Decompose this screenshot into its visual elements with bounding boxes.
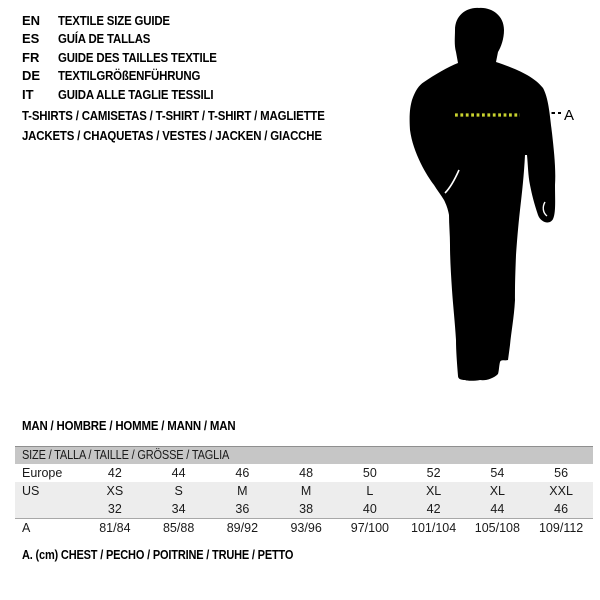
size-cell: XL [466,482,530,500]
size-cell: 38 [274,500,338,519]
size-cell: L [338,482,402,500]
size-cell: 101/104 [402,519,466,538]
row-label: Europe [22,466,63,480]
language-row [22,11,238,30]
language-row [22,48,238,67]
category-line-jackets: JACKETS / CHAQUETAS / VESTES / JACKEN / GIACCHE [22,127,322,143]
man-silhouette [410,8,556,381]
size-cell: 97/100 [338,519,402,538]
section-title-text: MAN / HOMBRE / HOMME / MANN / MAN [22,418,236,433]
size-cell: 81/84 [83,519,147,538]
footnote-chest [22,548,330,562]
category-line-tshirts: T-SHIRTS / CAMISETAS / T-SHIRT / T-SHIRT / MAGLIETTE [22,108,325,123]
language-code: FR [22,49,40,65]
size-cell: 44 [466,500,530,519]
size-cell: 109/112 [529,519,593,538]
size-cell: 42 [107,466,122,480]
size-cell: M [211,482,275,500]
language-list [22,11,238,104]
language-row [22,67,238,86]
row-label [15,500,83,519]
language-label: GUIDE DES TAILLES TEXTILE [58,49,217,65]
size-table-wrap [15,446,593,537]
size-cell: 85/88 [147,519,211,538]
size-cell: 40 [338,500,402,519]
size-cell: 44 [171,466,186,480]
language-label: TEXTILGRÖßENFÜHRUNG [58,68,201,84]
size-table-header-row [15,447,593,465]
size-table [15,446,593,537]
size-table-header [15,447,593,465]
size-cell: 52 [426,466,441,480]
size-cell: 93/96 [274,519,338,538]
man-figure [403,3,581,391]
size-table-header-text: SIZE / TALLA / TAILLE / GRÖSSE / TAGLIA [22,448,230,462]
size-cell: 46 [235,466,250,480]
row-label: US [15,482,83,500]
language-row [22,30,238,49]
section-title-man [22,418,265,433]
size-cell: 36 [211,500,275,519]
size-table-row [15,519,593,538]
size-table-row [15,482,593,500]
size-cell: XXL [529,482,593,500]
size-cell: 42 [402,500,466,519]
size-cell: M [274,482,338,500]
size-cell: 34 [147,500,211,519]
row-label: A [15,519,83,538]
measurement-label-a: A [564,107,575,124]
size-cell: 105/108 [466,519,530,538]
language-code: IT [22,86,34,102]
size-table-row [15,464,593,482]
size-table-row [15,500,593,519]
size-cell: 89/92 [211,519,275,538]
size-cell: S [147,482,211,500]
language-code: ES [22,31,40,47]
size-cell: XL [402,482,466,500]
language-row [22,85,238,104]
language-label: TEXTILE SIZE GUIDE [58,12,170,28]
language-label: GUÍA DE TALLAS [58,31,151,47]
size-cell: 46 [529,500,593,519]
size-cell: 48 [299,466,314,480]
size-cell: 50 [362,466,377,480]
size-cell: 56 [554,466,569,480]
footnote-text: A. (cm) CHEST / PECHO / POITRINE / TRUHE / PETTO [22,548,294,562]
size-cell: 32 [83,500,147,519]
size-cell: XS [83,482,147,500]
language-label: GUIDA ALLE TAGLIE TESSILI [58,86,214,102]
man-silhouette-svg [403,3,581,391]
language-code: DE [22,68,41,84]
language-code: EN [22,12,41,28]
size-cell: 54 [490,466,505,480]
